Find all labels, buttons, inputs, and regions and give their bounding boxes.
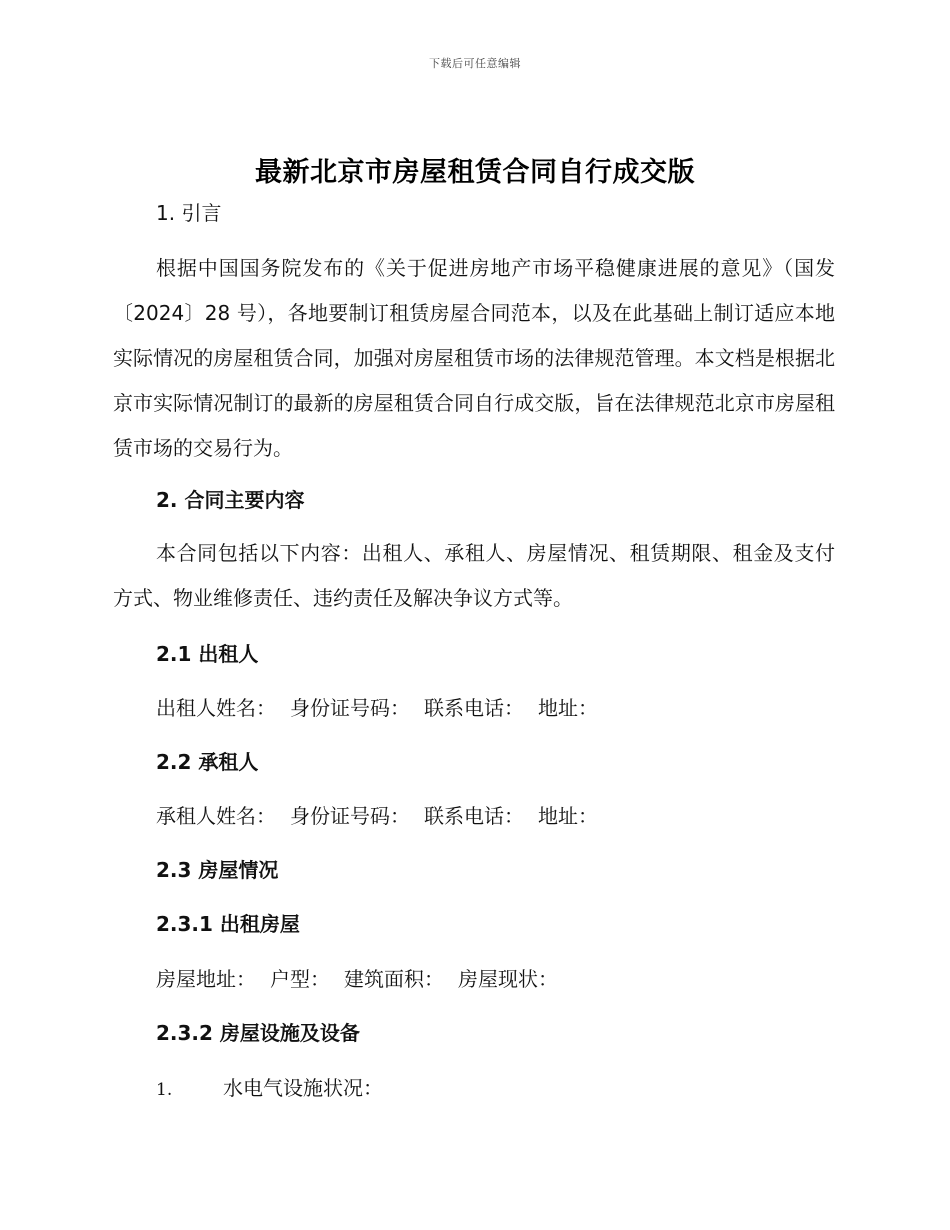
house-layout-label: 户型： bbox=[270, 967, 330, 991]
lessee-phone-label: 联系电话： bbox=[424, 804, 524, 828]
lessee-address-label: 地址： bbox=[538, 804, 598, 828]
main-content-paragraph: 本合同包括以下内容：出租人、承租人、房屋情况、租赁期限、租金及支付方式、物业维修责任、违约责任及解决争议方式等。 bbox=[113, 541, 835, 610]
lessor-id-label: 身份证号码： bbox=[290, 696, 410, 720]
section-heading-main-content: 2. 合同主要内容 bbox=[156, 488, 305, 512]
house-address-label: 房屋地址： bbox=[156, 967, 256, 991]
house-fields bbox=[156, 964, 572, 994]
section-heading-facilities: 2.3.2 房屋设施及设备 bbox=[156, 1021, 360, 1045]
section-heading-lessor: 2.1 出租人 bbox=[156, 642, 259, 666]
intro-paragraph: 根据中国国务院发布的《关于促进房地产市场平稳健康进展的意见》（国发〔2024〕28 号），各地要制订租赁房屋合同范本，以及在此基础上制订适应本地实际情况的房屋租赁合同，加强对房屋租赁市场的法律规范管理。本文档是根据北京市实际情况制订的最新的房屋租赁合同自行成交版，旨在法律规范北京市房屋租赁市场的交易行为。 bbox=[113, 256, 835, 460]
section-heading-intro: 1. 引言 bbox=[156, 201, 222, 225]
section-heading-lessee: 2.2 承租人 bbox=[156, 750, 259, 774]
lessee-name-label: 承租人姓名： bbox=[156, 804, 276, 828]
lessor-phone-label: 联系电话： bbox=[424, 696, 524, 720]
lessor-address-label: 地址： bbox=[538, 696, 598, 720]
document-title: 最新北京市房屋租赁合同自行成交版 bbox=[255, 157, 695, 188]
header-note: 下载后可任意编辑 bbox=[429, 57, 521, 70]
lessor-name-label: 出租人姓名： bbox=[156, 696, 276, 720]
lessee-id-label: 身份证号码： bbox=[290, 804, 410, 828]
house-area-label: 建筑面积： bbox=[344, 967, 444, 991]
list-item-number: 1. bbox=[156, 1080, 173, 1100]
lessor-fields bbox=[156, 693, 612, 723]
section-heading-house: 2.3 房屋情况 bbox=[156, 858, 279, 882]
list-item-text: 水电气设施状况： bbox=[223, 1076, 383, 1100]
list-item bbox=[156, 1073, 383, 1105]
house-condition-label: 房屋现状： bbox=[458, 967, 558, 991]
section-heading-rental-house: 2.3.1 出租房屋 bbox=[156, 912, 300, 936]
lessee-fields bbox=[156, 801, 612, 831]
